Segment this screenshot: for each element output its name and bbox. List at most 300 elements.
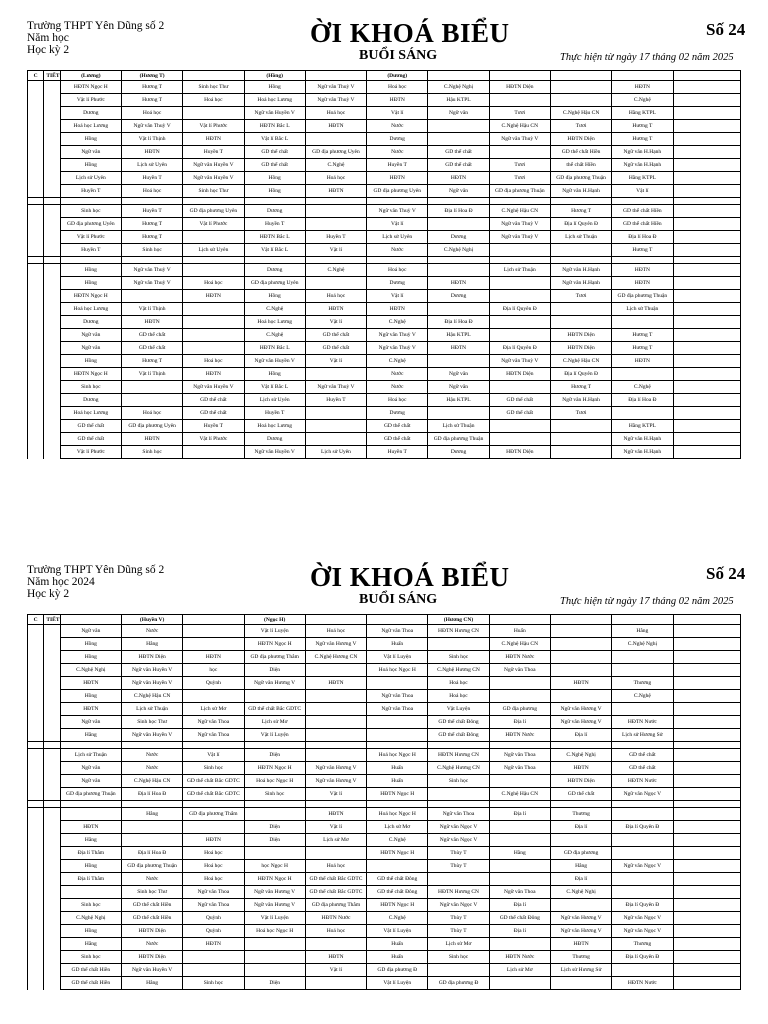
lesson-cell: C.Nghệ [367, 834, 428, 847]
period-index-cell [44, 638, 60, 651]
separator-cell [428, 198, 489, 205]
lesson-cell: Hoá học [367, 264, 428, 277]
lesson-cell: Hậu KTPL [428, 394, 489, 407]
lesson-cell [489, 316, 550, 329]
separator-cell [60, 257, 121, 264]
lesson-cell [60, 886, 121, 899]
school-term: Học kỳ 2 [27, 44, 70, 56]
separator-cell [60, 742, 121, 749]
lesson-cell: Diện [244, 821, 305, 834]
lesson-cell: Thùy T [428, 925, 489, 938]
lesson-cell: học Ngọc H [244, 860, 305, 873]
lesson-cell: HĐTN [550, 677, 611, 690]
lesson-cell [121, 821, 182, 834]
lesson-cell [305, 716, 366, 729]
lesson-cell: HĐTN [121, 433, 182, 446]
lesson-cell: Vật lí Luyện [367, 651, 428, 664]
lesson-cell: Ngữ văn Hương V [244, 677, 305, 690]
lesson-cell: Ngữ văn H.Hạnh [612, 446, 673, 459]
period-index-cell [28, 146, 44, 159]
separator-cell [550, 257, 611, 264]
lesson-cell: Vật lí Bắc L [244, 133, 305, 146]
lesson-cell [183, 231, 244, 244]
table-row [28, 625, 741, 638]
lesson-cell: GD thể chất Hiền [121, 899, 182, 912]
separator-cell [489, 742, 550, 749]
lesson-cell [489, 290, 550, 303]
lesson-cell: HĐTN Nước [612, 977, 673, 990]
table-row [28, 94, 741, 107]
lesson-cell: GD địa phương Uyên [367, 185, 428, 198]
lesson-cell: Lịch sử Mơ [305, 834, 366, 847]
separator-cell [28, 742, 44, 749]
lesson-cell: HĐTN Diện [121, 651, 182, 664]
lesson-cell: Vật lí [305, 821, 366, 834]
lesson-cell: Hương T [121, 355, 182, 368]
header-cell [612, 615, 673, 625]
lesson-cell: HĐTN [183, 651, 244, 664]
separator-cell [612, 742, 673, 749]
lesson-cell: Ngữ văn Huyền V [121, 964, 182, 977]
period-index-cell [28, 749, 44, 762]
lesson-cell [612, 368, 673, 381]
separator-cell [60, 801, 121, 808]
period-index-cell [44, 368, 60, 381]
period-index-cell [44, 762, 60, 775]
lesson-cell: HĐTN Ngọc H [367, 788, 428, 801]
separator-cell [612, 257, 673, 264]
lesson-cell: HĐTN Ngọc H [367, 899, 428, 912]
lesson-cell: Ngữ văn Thuỳ V [489, 133, 550, 146]
lesson-cell [121, 394, 182, 407]
lesson-cell [305, 133, 366, 146]
lesson-cell: Hậu KTPL [428, 94, 489, 107]
lesson-cell [550, 244, 611, 257]
lesson-cell: HĐTN [305, 120, 366, 133]
separator-cell [44, 742, 60, 749]
period-index-cell [28, 638, 44, 651]
period-index-cell [44, 231, 60, 244]
lesson-cell: Dương [367, 133, 428, 146]
lesson-cell: Ngữ văn Thuỳ V [305, 381, 366, 394]
separator-cell [489, 257, 550, 264]
lesson-cell: GD thể chất Bắc GDTC [183, 788, 244, 801]
period-index-cell [28, 133, 44, 146]
lesson-cell [489, 433, 550, 446]
separator-cell [612, 198, 673, 205]
lesson-cell [489, 277, 550, 290]
lesson-cell: Ngữ văn Huyền V [183, 159, 244, 172]
lesson-cell [612, 847, 673, 860]
lesson-cell [183, 821, 244, 834]
lesson-cell: GD thể chất [367, 433, 428, 446]
lesson-cell: Nước [367, 244, 428, 257]
table-row [28, 420, 741, 433]
separator-cell [183, 742, 244, 749]
period-index-cell [44, 703, 60, 716]
lesson-cell [244, 690, 305, 703]
lesson-cell [367, 860, 428, 873]
lesson-cell: Ngữ văn Hương V [305, 762, 366, 775]
lesson-cell: GD thể chất [612, 749, 673, 762]
header-cell: C [28, 71, 44, 81]
lesson-cell: Ngữ văn Thuỳ V [305, 81, 366, 94]
lesson-cell [305, 368, 366, 381]
lesson-cell [673, 808, 741, 821]
period-index-cell [28, 185, 44, 198]
lesson-cell: GD thể chất Hiền [612, 218, 673, 231]
separator-cell [612, 801, 673, 808]
lesson-cell: C.Nghệ Nghị [550, 749, 611, 762]
lesson-cell [489, 94, 550, 107]
lesson-cell: Ngữ văn Thoa [183, 899, 244, 912]
separator-cell [305, 257, 366, 264]
lesson-cell: Địa lí Hoa Đ [612, 231, 673, 244]
lesson-cell: HĐTN Diện [550, 133, 611, 146]
lesson-cell: GD thể chất [60, 433, 121, 446]
lesson-cell: GD thể chất Hiền [60, 977, 121, 990]
lesson-cell: Sinh học [428, 775, 489, 788]
lesson-cell [673, 303, 741, 316]
period-index-cell [28, 329, 44, 342]
lesson-cell: HĐTN [183, 938, 244, 951]
table-row [28, 277, 741, 290]
period-index-cell [28, 677, 44, 690]
table-row [28, 342, 741, 355]
lesson-cell: Ngữ văn Huyền V [244, 446, 305, 459]
lesson-cell: Vật lí Luyện [367, 977, 428, 990]
table-row [28, 172, 741, 185]
lesson-cell [183, 625, 244, 638]
table-row [28, 886, 741, 899]
period-index-cell [28, 205, 44, 218]
lesson-cell [673, 368, 741, 381]
header-cell: (Hương CN) [428, 615, 489, 625]
lesson-cell: Vật lí Luyện [367, 925, 428, 938]
lesson-cell: Ngữ văn H.Hạnh [550, 264, 611, 277]
lesson-cell: Lịch sử Uyên [244, 394, 305, 407]
lesson-cell: HĐTN Diện [550, 342, 611, 355]
lesson-cell [673, 231, 741, 244]
lesson-cell: HĐTN [183, 290, 244, 303]
period-index-cell [28, 394, 44, 407]
table-row [28, 133, 741, 146]
lesson-cell: HĐTN Hương CN [428, 625, 489, 638]
timetable-header-row [28, 615, 741, 625]
header-cell [183, 615, 244, 625]
lesson-cell: Vật lí [612, 185, 673, 198]
effective-date: Thực hiện từ ngày 17 tháng 02 năm 2025 [560, 596, 734, 607]
separator-cell [44, 801, 60, 808]
lesson-cell: Hồng [244, 172, 305, 185]
separator-cell [489, 198, 550, 205]
lesson-cell: Ngữ văn H.Hạnh [612, 433, 673, 446]
lesson-cell [305, 977, 366, 990]
effective-date: Thực hiện từ ngày 17 tháng 02 năm 2025 [560, 52, 734, 63]
period-index-cell [44, 808, 60, 821]
lesson-cell: Lịch sử Mơ [367, 821, 428, 834]
lesson-cell: Hương T [550, 381, 611, 394]
period-index-cell [44, 146, 60, 159]
lesson-cell: Hoá học [367, 394, 428, 407]
lesson-cell [489, 420, 550, 433]
lesson-cell [673, 407, 741, 420]
period-index-cell [44, 107, 60, 120]
lesson-cell [183, 638, 244, 651]
lesson-cell: HĐTN [305, 677, 366, 690]
lesson-cell: Hoá học Ngọc H [244, 775, 305, 788]
lesson-cell: Hằng [60, 938, 121, 951]
lesson-cell [489, 244, 550, 257]
lesson-cell: Địa lí Thắm [60, 847, 121, 860]
lesson-cell [183, 316, 244, 329]
lesson-cell: GD thể chất [489, 407, 550, 420]
lesson-cell: Hoá học [305, 290, 366, 303]
lesson-cell [673, 677, 741, 690]
separator-cell [673, 742, 741, 749]
lesson-cell: Hoá học Lương [244, 420, 305, 433]
lesson-cell: C.Nghệ [367, 316, 428, 329]
lesson-cell: Ngữ văn Huyền V [244, 107, 305, 120]
lesson-cell: Địa lí Quyên Đ [612, 821, 673, 834]
lesson-cell: GD địa phương Uyên [60, 218, 121, 231]
lesson-cell: Nước [121, 749, 182, 762]
header-cell [489, 71, 550, 81]
lesson-cell: HĐTN Diện [489, 81, 550, 94]
lesson-cell: Hoá học [305, 625, 366, 638]
lesson-cell: Ngữ văn Thoa [183, 716, 244, 729]
period-index-cell [44, 925, 60, 938]
lesson-cell: GD thể chất [244, 159, 305, 172]
separator-cell [673, 198, 741, 205]
lesson-cell: Ngữ văn H.Hạnh [612, 146, 673, 159]
period-index-cell [28, 899, 44, 912]
separator-cell [367, 742, 428, 749]
lesson-cell: Hồng [60, 264, 121, 277]
lesson-cell: Sinh học [183, 977, 244, 990]
lesson-cell: Ngữ văn Huyền V [121, 677, 182, 690]
lesson-cell [550, 651, 611, 664]
day-separator-row [28, 198, 741, 205]
lesson-cell: Sinh học Thư [121, 886, 182, 899]
table-row [28, 788, 741, 801]
lesson-cell: Ngữ văn Huyền V [183, 172, 244, 185]
lesson-cell: C.Nghệ Nghị [60, 912, 121, 925]
lesson-cell [550, 977, 611, 990]
lesson-cell: Tươi [550, 120, 611, 133]
period-index-cell [28, 264, 44, 277]
period-index-cell [28, 446, 44, 459]
period-index-cell [44, 81, 60, 94]
lesson-cell: Hằng [60, 729, 121, 742]
lesson-cell [489, 677, 550, 690]
separator-cell [183, 257, 244, 264]
lesson-cell: Hoá học [183, 355, 244, 368]
period-index-cell [28, 651, 44, 664]
table-row [28, 762, 741, 775]
lesson-cell: Địa lí Quyên Đ [612, 899, 673, 912]
lesson-cell: GD thể chất [305, 342, 366, 355]
lesson-cell: Hoá học [183, 873, 244, 886]
lesson-cell: GD thể chất [60, 420, 121, 433]
lesson-cell [489, 775, 550, 788]
separator-cell [673, 801, 741, 808]
school-term: Học kỳ 2 [27, 588, 70, 600]
lesson-cell: Ngữ văn Ngọc V [612, 788, 673, 801]
lesson-cell [673, 218, 741, 231]
lesson-cell: Tươi [489, 159, 550, 172]
period-index-cell [28, 316, 44, 329]
lesson-cell: Ngữ văn Ngọc V [612, 912, 673, 925]
lesson-cell: Lịch sử Thuận [612, 303, 673, 316]
lesson-cell: GD thể chất [121, 342, 182, 355]
lesson-cell [428, 638, 489, 651]
lesson-cell: GD thể chất [305, 329, 366, 342]
lesson-cell: Dương [428, 446, 489, 459]
lesson-cell: GD thể chất [183, 407, 244, 420]
separator-cell [550, 198, 611, 205]
lesson-cell: Địa lí Thắm [60, 873, 121, 886]
lesson-cell [489, 834, 550, 847]
lesson-cell: Ngữ văn Huyền V [121, 664, 182, 677]
lesson-cell: GD thể chất [428, 146, 489, 159]
lesson-cell: Lịch sử Thuận [428, 420, 489, 433]
period-index-cell [44, 218, 60, 231]
lesson-cell: HĐTN [183, 133, 244, 146]
lesson-cell: C.Nghệ [305, 264, 366, 277]
timetable-page-2 [0, 556, 768, 1024]
lesson-cell: HĐTN Hương CN [428, 886, 489, 899]
lesson-cell: GD địa phương [550, 847, 611, 860]
period-index-cell [28, 342, 44, 355]
lesson-cell: Vật lí [183, 749, 244, 762]
lesson-cell: Địa lí Quyên Đ [550, 218, 611, 231]
lesson-cell: Huấn [367, 775, 428, 788]
lesson-cell: Địa lí Hoa Đ [428, 205, 489, 218]
period-index-cell [44, 133, 60, 146]
lesson-cell: Sinh học [60, 205, 121, 218]
lesson-cell: Dương [428, 231, 489, 244]
lesson-cell: Huyền T [305, 231, 366, 244]
period-index-cell [28, 664, 44, 677]
separator-cell [489, 801, 550, 808]
lesson-cell: HĐTN Ngọc H [60, 368, 121, 381]
lesson-cell: HĐTN [612, 355, 673, 368]
lesson-cell: GD thể chất [550, 788, 611, 801]
lesson-cell: Dương [244, 433, 305, 446]
lesson-cell: C.Nghệ [305, 159, 366, 172]
lesson-cell: Huấn [367, 938, 428, 951]
separator-cell [60, 198, 121, 205]
lesson-cell: Huyền T [305, 394, 366, 407]
lesson-cell: Hương T [550, 205, 611, 218]
header-cell [428, 71, 489, 81]
page-title: ỜI KHOÁ BIỂU [310, 562, 510, 592]
lesson-cell: C.Nghệ Hậu CN [489, 788, 550, 801]
lesson-cell: GD thể chất Đông [428, 729, 489, 742]
lesson-cell [489, 329, 550, 342]
table-row [28, 185, 741, 198]
table-row [28, 638, 741, 651]
lesson-cell: HĐTN [367, 303, 428, 316]
lesson-cell: Ngữ văn Hương V [550, 716, 611, 729]
lesson-cell: Hồng [60, 690, 121, 703]
lesson-cell: Hoá học [305, 107, 366, 120]
lesson-cell: Hoá học [183, 277, 244, 290]
period-index-cell [28, 834, 44, 847]
lesson-cell: GD thể chất Hiền [121, 912, 182, 925]
lesson-cell: C.Nghệ Nghị [428, 244, 489, 257]
lesson-cell: Ngữ văn Ngọc V [428, 821, 489, 834]
lesson-cell: HĐTN Nước [305, 912, 366, 925]
lesson-cell: Ngữ văn Thoa [428, 808, 489, 821]
lesson-cell: Vật Luyện [428, 703, 489, 716]
lesson-cell [673, 664, 741, 677]
lesson-cell: Ngữ văn Hương V [550, 703, 611, 716]
period-index-cell [44, 159, 60, 172]
period-index-cell [44, 290, 60, 303]
lesson-cell: Hằng [489, 847, 550, 860]
period-index-cell [28, 172, 44, 185]
lesson-cell [673, 964, 741, 977]
lesson-cell [612, 873, 673, 886]
lesson-cell: Ngữ văn Thoa [367, 625, 428, 638]
lesson-cell: Nước [121, 873, 182, 886]
lesson-cell: Sinh học [121, 446, 182, 459]
lesson-cell: Huấn [489, 625, 550, 638]
lesson-cell: Ngữ văn Huyền V [183, 381, 244, 394]
lesson-cell: Vật lí [305, 964, 366, 977]
lesson-cell: Hằng [550, 860, 611, 873]
separator-cell [428, 257, 489, 264]
lesson-cell [673, 394, 741, 407]
header-cell [183, 71, 244, 81]
table-row [28, 651, 741, 664]
lesson-cell: Huyền T [121, 172, 182, 185]
lesson-cell: Ngữ văn Thoa [183, 886, 244, 899]
lesson-cell: Hoá học [121, 107, 182, 120]
lesson-cell: Diện [244, 977, 305, 990]
lesson-cell [673, 638, 741, 651]
lesson-cell: Ngữ văn [428, 368, 489, 381]
header-cell [673, 71, 741, 81]
lesson-cell [305, 938, 366, 951]
lesson-cell [673, 873, 741, 886]
lesson-cell: Lịch sử Thuận [60, 749, 121, 762]
lesson-cell: Lịch sử Thuận [121, 703, 182, 716]
lesson-cell: Hồng [244, 81, 305, 94]
timetable-grid [27, 614, 741, 990]
lesson-cell [673, 81, 741, 94]
lesson-cell: C.Nghệ [367, 912, 428, 925]
day-separator-row [28, 742, 741, 749]
lesson-cell: HĐTN [612, 81, 673, 94]
separator-cell [367, 198, 428, 205]
lesson-cell: Hằng [60, 834, 121, 847]
lesson-cell: HĐTN [305, 808, 366, 821]
lesson-cell: Hoá học Ngọc H [367, 808, 428, 821]
lesson-cell: Địa lí [489, 925, 550, 938]
table-row [28, 433, 741, 446]
period-index-cell [44, 394, 60, 407]
lesson-cell: Hương T [121, 231, 182, 244]
table-row [28, 808, 741, 821]
lesson-cell: C.Nghệ Hậu CN [489, 638, 550, 651]
lesson-cell: Hoá học [428, 677, 489, 690]
period-index-cell [44, 420, 60, 433]
period-index-cell [28, 951, 44, 964]
lesson-cell: Vật lí Luyện [244, 729, 305, 742]
